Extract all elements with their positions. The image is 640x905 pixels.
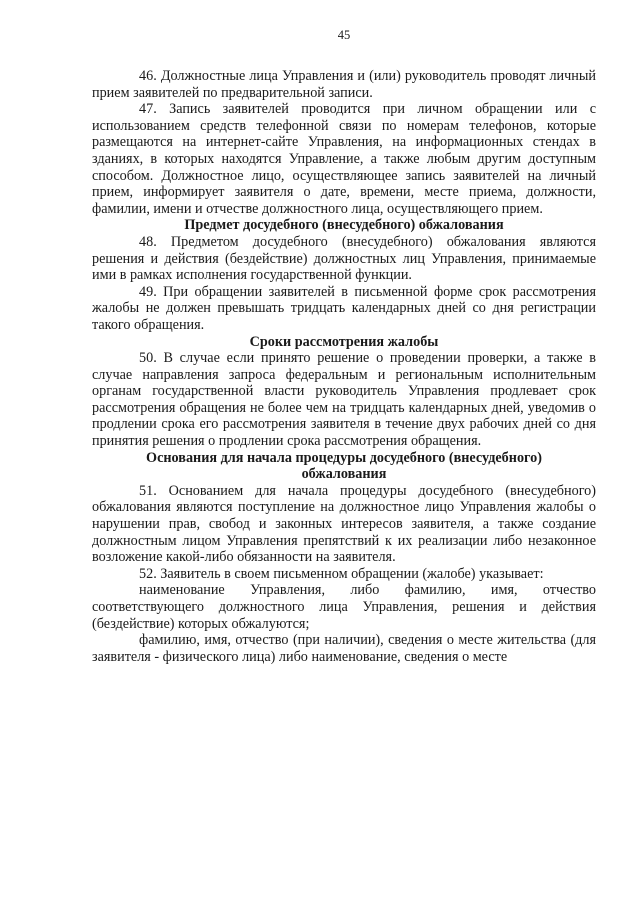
paragraph-52: 52. Заявитель в своем письменном обращении (жалобе) указывает: [139, 565, 544, 582]
page-number: 45 [337, 28, 351, 42]
paragraph-46: 46. Должностные лица Управления и (или) руководитель проводят личный прием заявителей по предварительной записи. [92, 68, 596, 101]
paragraph-52-item-name: наименование Управления, либо фамилию, имя, отчество соответствующего должностного лица Управления, решения и действия (бездействие) которых обжалуются; [92, 582, 596, 632]
paragraph-48: 48. Предметом досудебного (внесудебного) обжалования являются решения и действия (бездействие) должностных лиц Управления, принимаемые ими в рамках исполнения государственной функции. [92, 233, 596, 284]
paragraph-47: 47. Запись заявителей проводится при личном обращении или с использованием средств телефонной связи по номерам телефонов, которые размещаются на интернет-сайте Управления, на информационных стендах в зданиях, в которых находятся Управление, а также любым другим доступным способом. Должностное лицо, осуществляющее запись заявителей на личный прием, информирует заявителя о дате, времени, месте приема, должности, фамилии, имени и отчестве должностного лица, осуществляющего прием. [92, 101, 596, 217]
document-page [92, 28, 596, 665]
paragraph-52-item-fio: фамилию, имя, отчество (при наличии), сведения о месте жительства (для заявителя - физического лица) либо наименование, сведения о месте [92, 632, 596, 665]
section-heading-appeal-grounds: Основания для начала процедуры досудебного (внесудебного) обжалования [146, 449, 542, 483]
paragraph-51: 51. Основанием для начала процедуры досудебного (внесудебного) обжалования являются поступление на должностное лицо Управления жалобы о нарушении прав, свобод и законных интересов заявителя, а также создание должностным лицом Управления препятствий к их реализации либо незаконное возложение какой-либо обязанности на заявителя. [92, 482, 596, 566]
paragraph-49: 49. При обращении заявителей в письменной форме срок рассмотрения жалобы не должен превышать тридцать календарных дней со дня регистрации такого обращения. [92, 283, 596, 333]
paragraph-50: 50. В случае если принято решение о проведении проверки, а также в случае направления запроса федеральным и региональным исполнительным органам государственной власти руководитель Управления продлевает срок рассмотрения обращения не более чем на тридцать календарных дней, уведомив о продлении срока его рассмотрения заявителя в течение двух рабочих дней со дня принятия решения о продлении срока рассмотрения обращения. [92, 350, 596, 450]
section-heading-review-terms: Сроки рассмотрения жалобы [249, 333, 439, 350]
section-heading-appeal-subject: Предмет досудебного (внесудебного) обжалования [184, 217, 504, 234]
